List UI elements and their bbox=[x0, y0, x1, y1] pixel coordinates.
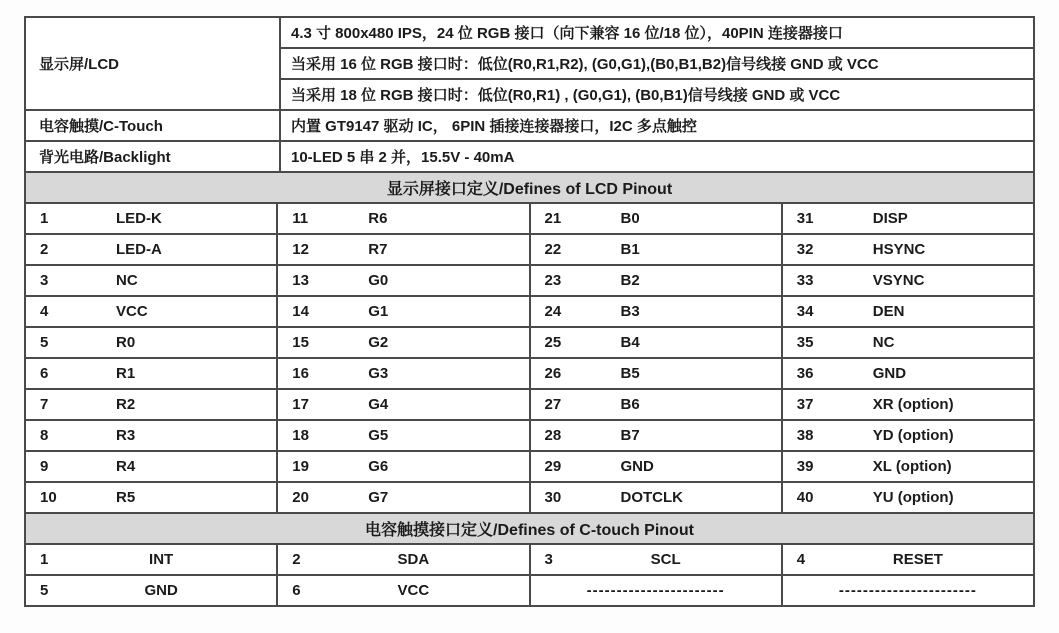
pin-name: G7 bbox=[368, 489, 389, 506]
pin-cell bbox=[278, 452, 528, 481]
pin-cell bbox=[531, 390, 781, 419]
pin-number: 23 bbox=[544, 272, 562, 289]
pin-name: GND bbox=[144, 582, 178, 599]
pin-name: G6 bbox=[368, 458, 389, 475]
pin-name: B5 bbox=[620, 365, 640, 382]
pin-number: 10 bbox=[40, 489, 57, 506]
pin-name: G3 bbox=[368, 365, 389, 382]
pin-name: R1 bbox=[116, 365, 136, 382]
pin-name: G0 bbox=[368, 272, 389, 289]
pin-cell bbox=[26, 204, 276, 233]
pin-cell bbox=[531, 266, 781, 295]
pin-name: G1 bbox=[368, 303, 389, 320]
pin-number: 12 bbox=[292, 241, 309, 258]
pin-cell bbox=[531, 483, 781, 512]
backlight-label-cell: 背光电路/Backlight bbox=[26, 142, 279, 171]
pin-number: 17 bbox=[292, 396, 309, 413]
pin-cell bbox=[531, 359, 781, 388]
pin-number: 40 bbox=[796, 489, 814, 506]
pin-cell bbox=[531, 235, 781, 264]
spec-table bbox=[24, 16, 1035, 607]
pin-number: 8 bbox=[40, 427, 49, 444]
pin-name: B4 bbox=[620, 334, 640, 351]
pin-name: DEN bbox=[872, 303, 905, 320]
pin-name: VCC bbox=[397, 582, 430, 599]
pin-name: YD (option) bbox=[872, 427, 954, 444]
pin-number: 37 bbox=[796, 396, 814, 413]
lcd-label-cell: 显示屏/LCD bbox=[26, 18, 279, 109]
pin-number: 35 bbox=[796, 334, 814, 351]
backlight-spec-value: 10-LED 5 串 2 并，15.5V - 40mA bbox=[281, 142, 1033, 171]
pin-cell bbox=[783, 266, 1033, 295]
pin-number: 15 bbox=[292, 334, 309, 351]
pin-name: DOTCLK bbox=[620, 489, 683, 506]
pin-cell bbox=[783, 204, 1033, 233]
pin-name: B6 bbox=[620, 396, 640, 413]
pin-number: 33 bbox=[796, 272, 814, 289]
pin-number: 26 bbox=[544, 365, 562, 382]
ctouch-pinout-header: 电容触摸接口定义/Defines of C-touch Pinout bbox=[26, 514, 1033, 543]
pin-number: 6 bbox=[40, 365, 49, 382]
pin-name: R5 bbox=[116, 489, 136, 506]
pin-cell bbox=[26, 452, 276, 481]
pin-name: R4 bbox=[116, 458, 136, 475]
pin-cell bbox=[278, 390, 528, 419]
pin-number: 32 bbox=[796, 241, 814, 258]
pin-cell bbox=[783, 297, 1033, 326]
pin-name: NC bbox=[872, 334, 895, 351]
pin-cell bbox=[783, 545, 1033, 574]
pin-name: R6 bbox=[368, 210, 388, 227]
pin-cell bbox=[783, 452, 1033, 481]
pin-cell bbox=[26, 483, 276, 512]
pin-cell bbox=[278, 483, 528, 512]
pin-cell bbox=[531, 328, 781, 357]
pin-name: G2 bbox=[368, 334, 389, 351]
pin-cell bbox=[26, 576, 276, 605]
pin-cell bbox=[531, 421, 781, 450]
pin-name: G4 bbox=[368, 396, 389, 413]
pin-cell bbox=[278, 328, 528, 357]
pin-cell bbox=[26, 235, 276, 264]
pin-name: VSYNC bbox=[872, 272, 925, 289]
pin-name: GND bbox=[872, 365, 907, 382]
pin-name: B1 bbox=[620, 241, 640, 258]
pin-name: SCL bbox=[650, 551, 681, 568]
pin-number: 3 bbox=[40, 272, 49, 289]
lcd-spec-row-2: 当采用 16 位 RGB 接口时：低位(R0,R1,R2), (G0,G1),(B0,B1,B2)信号线接 GND 或 VCC bbox=[281, 49, 1033, 78]
pin-cell bbox=[783, 235, 1033, 264]
pin-name: B0 bbox=[620, 210, 640, 227]
pin-number: 2 bbox=[292, 551, 301, 568]
pin-number: 4 bbox=[796, 551, 806, 568]
pin-name: SDA bbox=[397, 551, 430, 568]
pin-name: R0 bbox=[116, 334, 136, 351]
dash-placeholder-cell bbox=[783, 576, 1033, 605]
pin-cell bbox=[783, 390, 1033, 419]
pin-cell bbox=[26, 359, 276, 388]
pin-number: 3 bbox=[544, 551, 553, 568]
pin-cell bbox=[26, 297, 276, 326]
pin-name: DISP bbox=[872, 210, 908, 227]
pin-number: 2 bbox=[40, 241, 49, 258]
pin-number: 9 bbox=[40, 458, 49, 475]
pin-name: XL (option) bbox=[872, 458, 952, 475]
pin-number: 6 bbox=[292, 582, 301, 599]
pin-cell bbox=[278, 235, 528, 264]
pin-cell bbox=[278, 297, 528, 326]
pin-number: 28 bbox=[544, 427, 562, 444]
dash-placeholder-cell bbox=[531, 576, 781, 605]
lcd-spec-row-3: 当采用 18 位 RGB 接口时：低位(R0,R1) , (G0,G1), (B0,B1)信号线接 GND 或 VCC bbox=[281, 80, 1033, 109]
pin-name: LED-K bbox=[116, 210, 162, 227]
pin-number: 5 bbox=[40, 582, 49, 599]
pin-name: INT bbox=[149, 551, 174, 568]
pin-name: R2 bbox=[116, 396, 136, 413]
pin-number: 30 bbox=[544, 489, 562, 506]
pin-number: 19 bbox=[292, 458, 309, 475]
pin-number: 7 bbox=[40, 396, 49, 413]
pin-cell bbox=[783, 483, 1033, 512]
pin-number: 21 bbox=[544, 210, 562, 227]
ctouch-pinout-table bbox=[26, 545, 1033, 605]
pin-number: 1 bbox=[40, 551, 49, 568]
lcd-spec-row-1: 4.3 寸 800x480 IPS，24 位 RGB 接口（向下兼容 16 位/18 位），40PIN 连接器接口 bbox=[281, 18, 1033, 47]
pin-name: R7 bbox=[368, 241, 388, 258]
pin-number: 36 bbox=[796, 365, 814, 382]
pin-number: 34 bbox=[796, 303, 814, 320]
pin-number: 25 bbox=[544, 334, 562, 351]
pin-number: 29 bbox=[544, 458, 562, 475]
pin-number: 39 bbox=[796, 458, 814, 475]
pin-cell bbox=[278, 204, 528, 233]
pin-cell bbox=[531, 452, 781, 481]
pin-name: R3 bbox=[116, 427, 136, 444]
pin-cell bbox=[26, 390, 276, 419]
pin-number: 38 bbox=[796, 427, 814, 444]
pin-cell bbox=[278, 421, 528, 450]
pin-number: 27 bbox=[544, 396, 562, 413]
pin-cell bbox=[26, 545, 276, 574]
pin-number: 5 bbox=[40, 334, 49, 351]
pin-name: VCC bbox=[116, 303, 148, 320]
pin-name: HSYNC bbox=[872, 241, 926, 258]
pin-cell bbox=[531, 204, 781, 233]
dash-placeholder: ----------------------- bbox=[838, 582, 977, 599]
pin-cell bbox=[783, 359, 1033, 388]
pin-cell bbox=[783, 328, 1033, 357]
pin-number: 11 bbox=[292, 210, 309, 227]
pin-number: 20 bbox=[292, 489, 309, 506]
lcd-pinout-header: 显示屏接口定义/Defines of LCD Pinout bbox=[26, 173, 1033, 202]
spec-section bbox=[26, 18, 1033, 171]
pin-cell bbox=[278, 266, 528, 295]
pin-name: B7 bbox=[620, 427, 640, 444]
pin-cell bbox=[278, 576, 528, 605]
pin-name: G5 bbox=[368, 427, 389, 444]
pin-cell bbox=[531, 297, 781, 326]
ctouch-label-cell: 电容触摸/C-Touch bbox=[26, 111, 279, 140]
pin-number: 14 bbox=[292, 303, 309, 320]
pin-name: GND bbox=[620, 458, 654, 475]
pin-cell bbox=[26, 266, 276, 295]
pin-cell bbox=[278, 359, 528, 388]
lcd-pinout-table bbox=[26, 204, 1033, 512]
pin-cell bbox=[26, 421, 276, 450]
pin-name: LED-A bbox=[116, 241, 162, 258]
pin-number: 16 bbox=[292, 365, 309, 382]
pin-cell bbox=[531, 545, 781, 574]
pin-number: 22 bbox=[544, 241, 562, 258]
pin-number: 13 bbox=[292, 272, 309, 289]
pin-cell bbox=[278, 545, 528, 574]
pin-cell bbox=[783, 421, 1033, 450]
pin-number: 1 bbox=[40, 210, 49, 227]
pin-cell bbox=[26, 328, 276, 357]
pin-number: 31 bbox=[796, 210, 814, 227]
pin-name: B3 bbox=[620, 303, 640, 320]
pin-number: 24 bbox=[544, 303, 562, 320]
pin-number: 18 bbox=[292, 427, 309, 444]
pin-name: YU (option) bbox=[872, 489, 954, 506]
pin-number: 4 bbox=[40, 303, 49, 320]
pin-name: XR (option) bbox=[872, 396, 954, 413]
pin-name: RESET bbox=[892, 551, 943, 568]
pin-name: B2 bbox=[620, 272, 640, 289]
pin-name: NC bbox=[116, 272, 138, 289]
ctouch-spec-value: 内置 GT9147 驱动 IC， 6PIN 插接连接器接口，I2C 多点触控 bbox=[281, 111, 1033, 140]
dash-placeholder: ----------------------- bbox=[586, 582, 725, 599]
